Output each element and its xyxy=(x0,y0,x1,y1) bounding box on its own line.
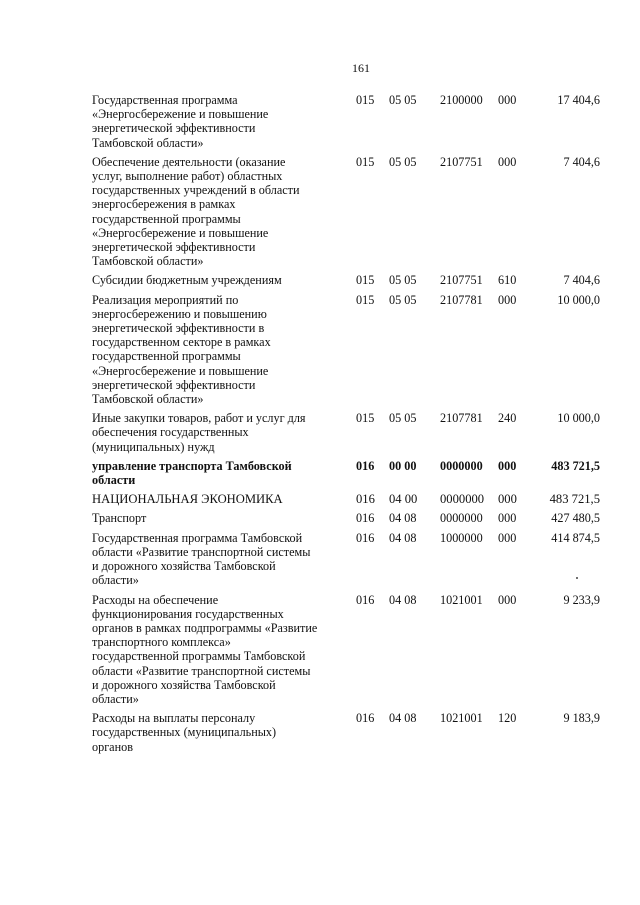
ministry-code: 016 xyxy=(356,530,375,545)
ministry-code: 015 xyxy=(356,93,375,107)
amount-value: 9 233,9 xyxy=(563,592,600,607)
page-number: 161 xyxy=(352,61,370,75)
amount-value: 17 404,6 xyxy=(557,93,600,107)
section-code: 04 08 xyxy=(389,711,417,726)
target-code: 0000000 xyxy=(440,458,483,473)
expense-kind-code: 120 xyxy=(498,711,517,726)
row-name: Обеспечение деятельности (оказание услуг, выполнение работ) областных государственных учреждений в области энергосбережения в рамках государственной программы «Энергосбережение и повышение энергетической эффективности Тамбовской области» xyxy=(92,154,300,269)
amount-value: 7 404,6 xyxy=(563,273,600,288)
ministry-code: 015 xyxy=(356,154,375,169)
expense-kind-code: 000 xyxy=(498,93,517,107)
table-row xyxy=(0,531,640,588)
section-code: 04 08 xyxy=(389,530,417,545)
amount-value: 483 721,5 xyxy=(549,492,600,507)
target-code: 2100000 xyxy=(440,93,483,107)
table-row xyxy=(0,273,640,287)
table-row xyxy=(0,155,640,269)
row-name: Расходы на выплаты персоналу государственных (муниципальных) органов xyxy=(92,711,277,754)
ministry-code: 016 xyxy=(356,592,375,607)
expense-kind-code: 000 xyxy=(498,492,517,507)
section-code: 05 05 xyxy=(389,411,417,426)
target-code: 1021001 xyxy=(440,592,483,607)
budget-table xyxy=(0,93,640,759)
row-name: Иные закупки товаров, работ и услуг для обеспечения государственных (муниципальных) нужд xyxy=(92,411,306,454)
target-code: 0000000 xyxy=(440,511,483,526)
row-name: Государственная программа Тамбовской области «Развитие транспортной системы и дорожного хозяйства Тамбовской области» xyxy=(92,530,311,588)
amount-value: 7 404,6 xyxy=(563,154,600,169)
ministry-code: 015 xyxy=(356,273,375,288)
table-row xyxy=(0,459,640,487)
target-code: 2107781 xyxy=(440,292,483,307)
amount-value: 10 000,0 xyxy=(557,411,600,426)
row-name: Транспорт xyxy=(92,511,147,526)
expense-kind-code: 000 xyxy=(498,530,517,545)
section-code: 05 05 xyxy=(389,154,417,169)
ministry-code: 015 xyxy=(356,292,375,307)
expense-kind-code: 000 xyxy=(498,592,517,607)
row-name: Субсидии бюджетным учреждениям xyxy=(92,273,282,288)
expense-kind-code: 000 xyxy=(498,154,517,169)
amount-value: 483 721,5 xyxy=(551,458,600,473)
amount-value: 9 183,9 xyxy=(563,711,600,726)
table-row xyxy=(0,93,640,150)
table-row xyxy=(0,293,640,407)
scan-speck xyxy=(576,577,578,579)
amount-value: 427 480,5 xyxy=(551,511,600,526)
expense-kind-code: 240 xyxy=(498,411,517,426)
table-row xyxy=(0,511,640,525)
row-name: Расходы на обеспечение функционирования государственных органов в рамках подпрограммы «Развитие транспортного комплекса» государственной программы Тамбовской области «Развитие транспортной системы и дорожного хозяйства Тамбовской области» xyxy=(92,592,318,706)
ministry-code: 016 xyxy=(356,511,375,526)
expense-kind-code: 000 xyxy=(498,292,517,307)
expense-kind-code: 000 xyxy=(498,458,517,473)
amount-value: 10 000,0 xyxy=(557,292,600,307)
target-code: 2107751 xyxy=(440,273,483,288)
table-row xyxy=(0,411,640,454)
table-row xyxy=(0,711,640,754)
target-code: 0000000 xyxy=(440,492,485,507)
row-name: управление транспорта Тамбовской области xyxy=(92,458,292,488)
target-code: 1021001 xyxy=(440,711,483,726)
ministry-code: 015 xyxy=(356,411,375,426)
ministry-code: 016 xyxy=(356,458,375,473)
row-name: НАЦИОНАЛЬНАЯ ЭКОНОМИКА xyxy=(92,492,283,507)
section-code: 00 00 xyxy=(389,458,417,473)
ministry-code: 016 xyxy=(356,492,375,507)
expense-kind-code: 000 xyxy=(498,511,517,526)
section-code: 05 05 xyxy=(389,273,417,288)
section-code: 04 08 xyxy=(389,592,417,607)
section-code: 04 08 xyxy=(389,511,417,526)
section-code: 05 05 xyxy=(389,93,417,107)
target-code: 2107781 xyxy=(440,411,483,426)
target-code: 2107751 xyxy=(440,154,483,169)
row-name: Реализация мероприятий по энергосбережению и повышению энергетической эффективности в государственном секторе в рамках государственной программы «Энергосбережение и повышение энергетической эффективности Тамбовской области» xyxy=(92,292,271,407)
amount-value: 414 874,5 xyxy=(551,530,600,545)
target-code: 1000000 xyxy=(440,530,483,545)
section-code: 04 00 xyxy=(389,492,418,507)
ministry-code: 016 xyxy=(356,711,375,726)
section-code: 05 05 xyxy=(389,292,417,307)
table-row xyxy=(0,492,640,506)
row-name: Государственная программа «Энергосбережение и повышение энергетической эффективности Тамбовской области» xyxy=(92,93,269,150)
expense-kind-code: 610 xyxy=(498,273,517,288)
table-row xyxy=(0,593,640,707)
